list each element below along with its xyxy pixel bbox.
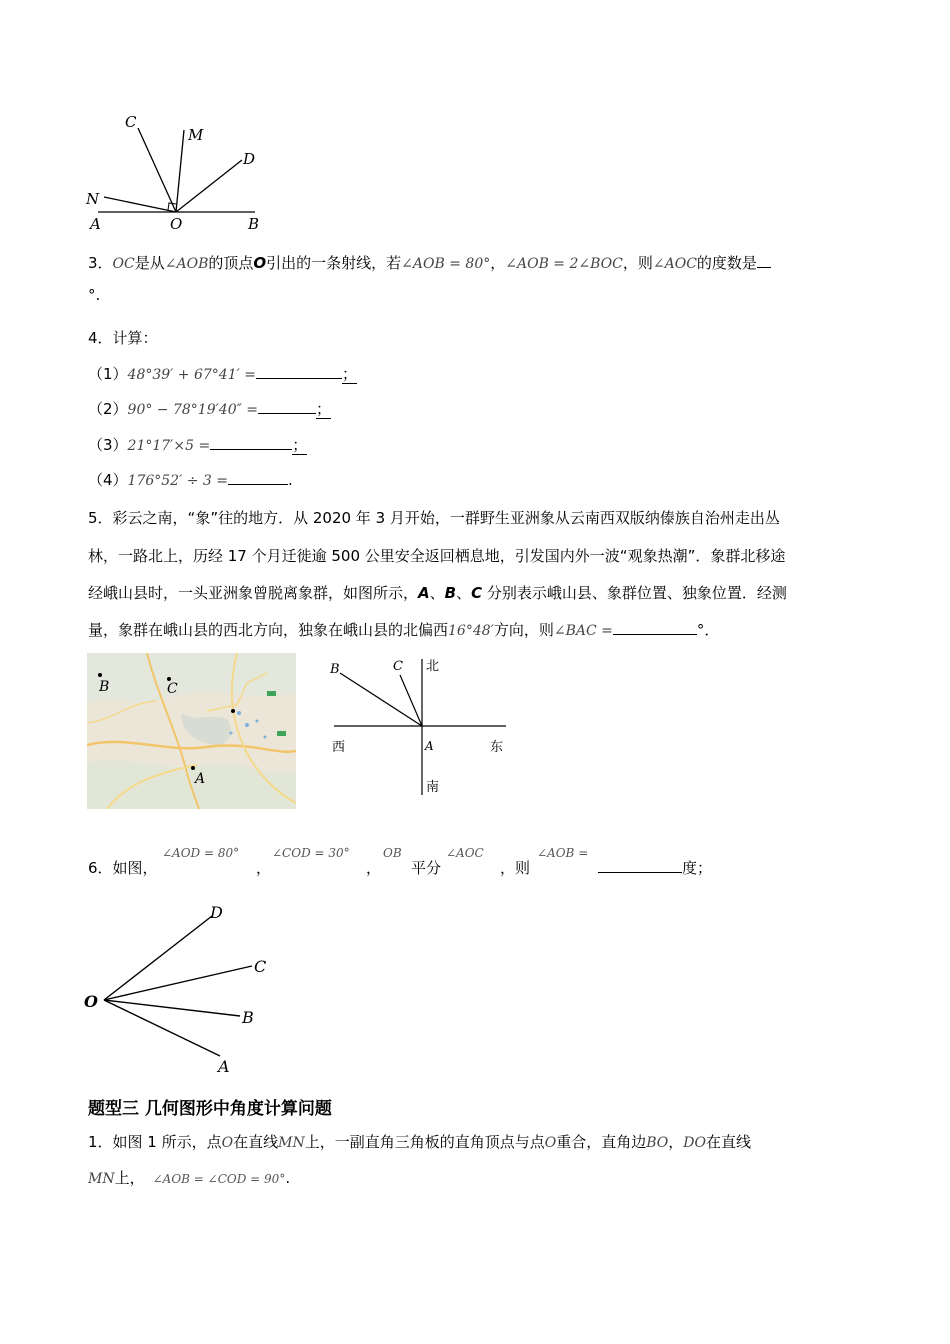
q4-item-1 xyxy=(88,364,357,385)
q4-answer-blank[interactable] xyxy=(258,399,316,414)
compass-label-east: 东 xyxy=(490,740,504,755)
q5-text: 方向，则 xyxy=(493,621,554,639)
s1-text: 1．如图 1 所示，点 xyxy=(88,1133,222,1151)
compass-label-west: 西 xyxy=(332,740,346,755)
q3-number: 3． xyxy=(88,254,113,272)
fig6-label-d: D xyxy=(210,903,223,922)
q5-line-4 xyxy=(88,620,719,641)
label-m: M xyxy=(188,126,204,144)
s1-text: 在直线 xyxy=(705,1133,751,1151)
q3-angle-aob: ∠AOB xyxy=(164,256,209,272)
q5-line-2 xyxy=(88,546,785,566)
q3-given-1: ∠AOB = 80° xyxy=(401,256,491,272)
q4-expression: 48°39′ + 67°41′ = xyxy=(127,367,256,383)
q4-answer-blank[interactable] xyxy=(256,364,342,379)
s1-comma: ， xyxy=(668,1133,684,1151)
s1-text: 在直线 xyxy=(233,1133,279,1151)
q5-line-3 xyxy=(88,583,787,603)
q3-angle-aoc: ∠AOC xyxy=(652,256,697,272)
question-4-title xyxy=(88,328,158,348)
figure-angle-aod xyxy=(80,900,280,1080)
q4-item-3 xyxy=(88,435,307,456)
q4-item-4 xyxy=(88,470,293,491)
compass-label-a: A xyxy=(425,739,434,753)
compass-label-b: B xyxy=(330,662,340,677)
q6-given-aod: ∠AOD = 80° xyxy=(162,846,240,860)
q4-item-number: （2） xyxy=(88,400,128,418)
q6-then: ，则 xyxy=(500,859,531,877)
s1-text: 重合，直角边 xyxy=(556,1133,647,1151)
q5-text: 、 xyxy=(456,584,472,602)
q3-text: 引出的一条射线，若 xyxy=(266,254,402,272)
s1-line-mn: MN xyxy=(88,1171,115,1187)
q4-expression: 176°52′ ÷ 3 = xyxy=(127,473,228,489)
label-b: B xyxy=(248,215,260,233)
q4-item-number: （1） xyxy=(88,365,128,383)
q4-item-end: . xyxy=(287,471,293,489)
q4-expression: 21°17′×5 = xyxy=(127,438,211,454)
label-n: N xyxy=(86,190,100,208)
map-dot-a xyxy=(191,766,195,770)
q6-angle-aob: ∠AOB = xyxy=(537,846,589,860)
ray-ab xyxy=(340,673,422,726)
q4-item-2 xyxy=(88,399,331,420)
q4-item-number: （3） xyxy=(88,436,128,454)
q5-text: 分别表示峨山县、象群位置、独象位置．经测 xyxy=(482,584,787,602)
q6-comma: ， xyxy=(256,859,272,877)
q6-number: 6．如图， xyxy=(88,859,158,877)
q4-title: 4．计算： xyxy=(88,329,158,347)
q4-item-end: ； xyxy=(341,365,357,383)
q3-degree-end: °. xyxy=(88,286,101,304)
fig6-label-a: A xyxy=(218,1057,230,1076)
q5-text: 5．彩云之南，“象”往的地方．从 2020 年 3 月开始，一群野生亚洲象从云南西双版纳傣族自治州走出丛 xyxy=(88,509,780,527)
label-d: D xyxy=(243,150,256,168)
q4-expression: 90° − 78°19′40″ = xyxy=(127,402,259,418)
s1-edge-do: DO xyxy=(683,1135,706,1151)
q5-point-b: B xyxy=(444,584,457,602)
q5-text: 林，一路北上，历经 17 个月迁徙逾 500 公里安全返回栖息地，引发国内外一波“观象热潮”．象群北移途 xyxy=(88,547,786,565)
map-label-c: C xyxy=(167,681,178,697)
q5-text: 经峨山县时，一头亚洲象曾脱离象群，如图所示， xyxy=(88,584,419,602)
q3-ray-oc: OC xyxy=(112,256,135,272)
q5-text: 、 xyxy=(429,584,445,602)
q4-item-number: （4） xyxy=(88,471,128,489)
ray-on xyxy=(104,197,176,212)
map-image xyxy=(87,653,296,809)
q3-text: 是从 xyxy=(134,254,165,272)
compass-label-north: 北 xyxy=(426,659,440,674)
q4-item-end: ； xyxy=(316,400,332,418)
compass-diagram xyxy=(330,653,510,803)
s1-edge-bo: BO xyxy=(646,1135,669,1151)
ray-om xyxy=(176,130,184,212)
q5-angle-bac: ∠BAC = xyxy=(553,623,613,639)
q6-given-cod: ∠COD = 30° xyxy=(272,846,350,860)
label-a: A xyxy=(90,215,101,233)
s1-line-1 xyxy=(88,1132,751,1153)
map-dot-b xyxy=(98,673,102,677)
q3-text: 的顶点 xyxy=(208,254,254,272)
q6-answer-blank[interactable] xyxy=(598,858,682,873)
ray-oc xyxy=(138,128,176,212)
s1-line-mn: MN xyxy=(278,1135,305,1151)
s1-point-o: O xyxy=(544,1135,557,1151)
q4-answer-blank[interactable] xyxy=(228,470,288,485)
label-o: O xyxy=(170,215,183,233)
question-3-line1 xyxy=(88,253,771,274)
ray-od xyxy=(176,160,242,212)
q3-answer-blank[interactable] xyxy=(757,253,771,268)
q6-bisect: 平分 xyxy=(411,859,442,877)
q6-answer-line xyxy=(598,858,712,878)
q6-comma: ， xyxy=(366,859,382,877)
q5-text: 量，象群在峨山县的西北方向，独象在峨山县的北偏西 xyxy=(88,621,449,639)
q6-ray-ob: OB xyxy=(383,846,402,860)
s1-text: 上，一副直角三角板的直角顶点与点 xyxy=(304,1133,545,1151)
compass-label-south: 南 xyxy=(426,780,440,795)
q3-point-o: O xyxy=(253,254,267,272)
s1-end: . xyxy=(285,1169,291,1187)
question-3-line2 xyxy=(88,285,100,305)
s1-point-o: O xyxy=(221,1135,234,1151)
map-label-b: B xyxy=(99,679,110,695)
compass-label-c: C xyxy=(393,659,403,674)
ray-oa xyxy=(104,1000,220,1056)
fig6-label-o: O xyxy=(84,992,98,1011)
q5-point-c: C xyxy=(471,584,483,602)
q4-answer-blank[interactable] xyxy=(210,435,292,450)
map-label-a: A xyxy=(195,771,206,787)
q5-degree-end: °． xyxy=(696,621,720,639)
q5-answer-blank[interactable] xyxy=(613,620,697,635)
q6-end: 度； xyxy=(682,859,713,877)
q6-angle-aoc: ∠AOC xyxy=(446,846,484,860)
q3-comma: ， xyxy=(490,254,506,272)
label-c: C xyxy=(125,113,137,131)
s1-text: 上， xyxy=(114,1169,145,1187)
q5-line-1 xyxy=(88,508,780,528)
s1-equation: ∠AOB = ∠COD = 90° xyxy=(152,1172,286,1186)
fig6-label-c: C xyxy=(254,957,267,976)
section-heading: 题型三 几何图形中角度计算问题 xyxy=(88,1099,332,1119)
q4-item-end: ； xyxy=(292,436,308,454)
q3-text: ，则 xyxy=(622,254,653,272)
q3-text: 的度数是 xyxy=(696,254,757,272)
q3-given-2: ∠AOB = 2∠BOC xyxy=(505,256,623,272)
ray-ob xyxy=(104,1000,240,1016)
q6-line xyxy=(88,858,158,878)
s1-line-2 xyxy=(88,1168,290,1189)
figure-angle-rays xyxy=(80,110,280,235)
q5-point-a: A xyxy=(418,584,430,602)
fig6-label-b: B xyxy=(242,1008,254,1027)
q5-angle-value: 16°48′ xyxy=(448,623,494,639)
